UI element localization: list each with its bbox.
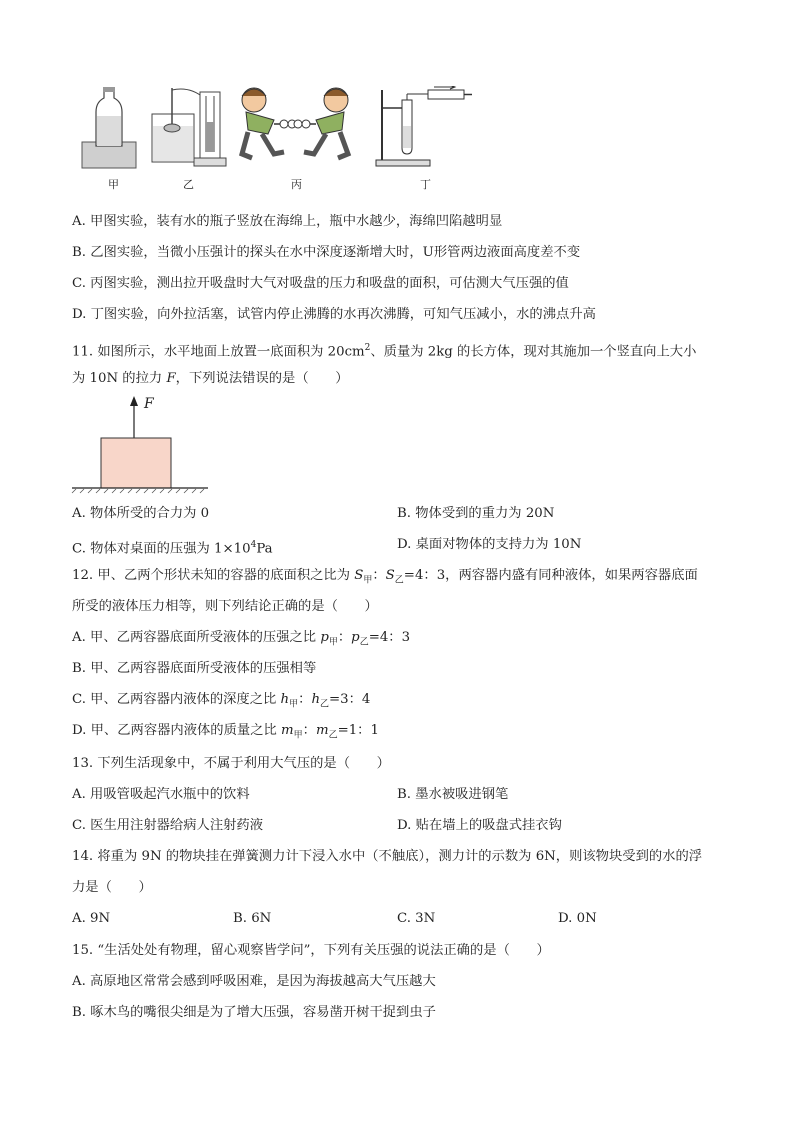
q12-stem-line1: 12. 甲、乙两个形状未知的容器的底面积之比为 $S_甲$：$S_乙=4$：3，两容器内盛有同种液体，如果两容器底面 bbox=[72, 568, 698, 586]
figure-label-bing: 丙 bbox=[291, 178, 302, 191]
figure-q11-block-with-force bbox=[70, 394, 210, 494]
q11-option-c: C. 物体对桌面的压强为 $1\times 10^4Pa$ bbox=[72, 540, 273, 557]
q11-stem-line1: 11. 如图所示，水平地面上放置一底面积为 $20cm^2$、质量为 2kg 的长方体，现对其施加一个竖直向上大小 bbox=[72, 343, 697, 360]
q11-stem-line2: 为 10N 的拉力 F，下列说法错误的是（ ） bbox=[72, 371, 349, 386]
figure-label-ding: 丁 bbox=[420, 178, 431, 191]
figure-label-yi: 乙 bbox=[183, 178, 194, 191]
force-label: F bbox=[144, 396, 154, 412]
q10-option-c: C. 丙图实验，测出拉开吸盘时大气对吸盘的压力和吸盘的面积，可估测大气压强的值 bbox=[72, 276, 569, 291]
figure-bing-tug-of-war bbox=[232, 84, 358, 170]
q14-option-a: A. 9N bbox=[72, 911, 111, 926]
q13-option-a: A. 用吸管吸起汽水瓶中的饮料 bbox=[72, 787, 250, 802]
figure-jia-bottle-on-sponge bbox=[80, 86, 140, 170]
q15-stem: 15. “生活处处有物理，留心观察皆学问”，下列有关压强的说法正确的是（ ） bbox=[72, 943, 550, 958]
q12-option-d: D. 甲、乙两容器内液体的质量之比 $m_甲$：$m_乙=1$：1 bbox=[72, 723, 379, 741]
q10-option-b: B. 乙图实验，当微小压强计的探头在水中深度逐渐增大时，U形管两边液面高度差不变 bbox=[72, 245, 581, 260]
q13-option-b: B. 墨水被吸进钢笔 bbox=[397, 787, 509, 802]
q15-option-a: A. 高原地区常常会感到呼吸困难，是因为海拔越高大气压越大 bbox=[72, 974, 436, 989]
q13-stem: 13. 下列生活现象中，不属于利用大气压的是（ ） bbox=[72, 756, 390, 771]
q13-option-d: D. 贴在墙上的吸盘式挂衣钩 bbox=[397, 818, 562, 833]
q12-option-b: B. 甲、乙两容器底面所受液体的压强相等 bbox=[72, 661, 317, 676]
figure-ding-syringe-test-tube bbox=[374, 86, 474, 170]
q14-option-b: B. 6N bbox=[233, 911, 272, 926]
q11-option-a: A. 物体所受的合力为 0 bbox=[72, 506, 210, 521]
figure-label-jia: 甲 bbox=[108, 178, 119, 191]
q11-option-d: D. 桌面对物体的支持力为 10N bbox=[397, 537, 582, 552]
q12-stem-line2: 所受的液体压力相等，则下列结论正确的是（ ） bbox=[72, 599, 378, 614]
q14-option-d: D. 0N bbox=[558, 911, 597, 926]
q10-option-d: D. 丁图实验，向外拉活塞，试管内停止沸腾的水再次沸腾，可知气压减小，水的沸点升高 bbox=[72, 307, 596, 322]
q12-option-a: A. 甲、乙两容器底面所受液体的压强之比 $p_甲$：$p_乙=4$：3 bbox=[72, 630, 411, 648]
q15-option-b: B. 啄木鸟的嘴很尖细是为了增大压强，容易凿开树干捉到虫子 bbox=[72, 1005, 436, 1020]
q10-option-a: A. 甲图实验，装有水的瓶子竖放在海绵上，瓶中水越少，海绵凹陷越明显 bbox=[72, 214, 503, 229]
q13-option-c: C. 医生用注射器给病人注射药液 bbox=[72, 818, 264, 833]
q12-option-c: C. 甲、乙两容器内液体的深度之比 $h_甲$：$h_乙=3$：4 bbox=[72, 692, 371, 710]
q14-stem-line2: 力是（ ） bbox=[72, 880, 152, 895]
q14-option-c: C. 3N bbox=[397, 911, 436, 926]
figure-yi-pressure-gauge bbox=[150, 86, 228, 170]
q14-stem-line1: 14. 将重为 9N 的物块挂在弹簧测力计下浸入水中（不触底），测力计的示数为 6N，则该物块受到的水的浮 bbox=[72, 849, 703, 864]
q11-option-b: B. 物体受到的重力为 20N bbox=[397, 506, 555, 521]
